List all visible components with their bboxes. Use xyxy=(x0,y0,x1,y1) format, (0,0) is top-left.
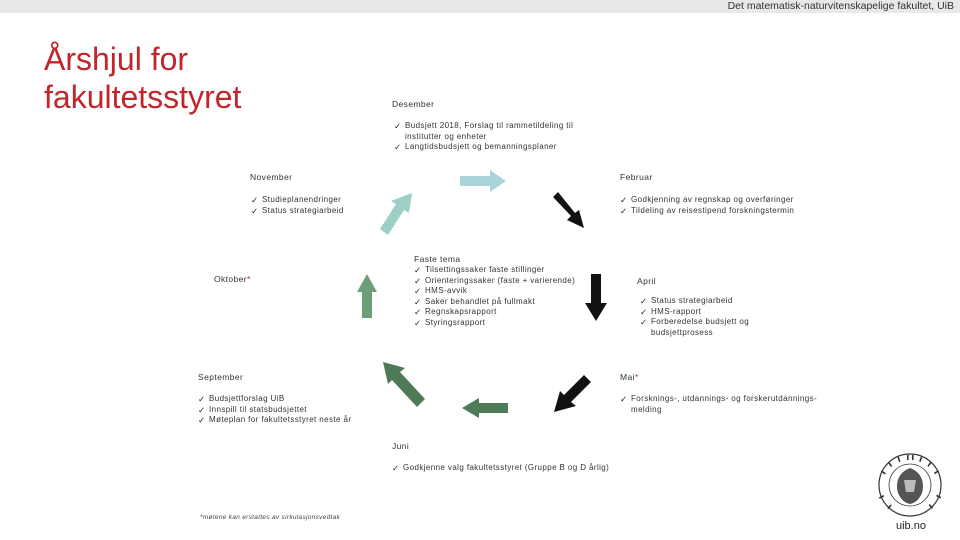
november-item: ✓ Studieplanendringer xyxy=(251,195,401,206)
faste-item: ✓ Saker behandlet på fullmakt xyxy=(414,297,594,308)
month-februar: Februar xyxy=(620,172,653,182)
mai-label: Mai xyxy=(620,372,635,382)
september-item: ✓ Innspill til statsbudsjettet xyxy=(198,405,368,416)
arrow-februar-april xyxy=(553,192,584,228)
arrow-april-mai xyxy=(585,274,607,321)
november-item: ✓ Status strategiarbeid xyxy=(251,206,401,217)
april-item: ✓ Status strategiarbeid xyxy=(640,296,770,307)
faste-item: ✓ Tilsettingssaker faste stillinger xyxy=(414,265,594,276)
juni-item: ✓ Godkjenne valg fakultetsstyret (Gruppe B og D årlig) xyxy=(392,463,632,474)
faste-item: ✓ Styringsrapport xyxy=(414,318,594,329)
uib-seal-icon xyxy=(868,452,952,518)
februar-item: ✓ Tildeling av reisestipend forskningstermin xyxy=(620,206,830,217)
faste-item: ✓ Orienteringssaker (faste + varierende) xyxy=(414,276,594,287)
faculty-name: Det matematisk-naturvitenskapelige fakultet, UiB xyxy=(727,0,954,12)
mai-item: ✓ Forsknings-, utdannings- og forskerutdannings-melding xyxy=(620,394,830,415)
arrow-september-oktober xyxy=(383,362,425,407)
oktober-label: Oktober xyxy=(214,274,248,284)
faste-title: Faste tema xyxy=(414,254,461,264)
arrow-juni-september xyxy=(462,398,508,418)
september-item: ✓ Budsjettforslag UiB xyxy=(198,394,368,405)
month-desember: Desember xyxy=(392,99,435,109)
arrow-desember-februar xyxy=(460,170,506,192)
mai-star: * xyxy=(634,372,639,382)
month-april: April xyxy=(637,276,657,286)
februar-item: ✓ Godkjenning av regnskap og overføringer xyxy=(620,195,830,206)
arrow-november-desember xyxy=(380,193,412,235)
footnote: *møtene kan erstattes av sirkulasjonsvedtak xyxy=(200,514,341,521)
arrow-mai-juni xyxy=(554,375,591,412)
faste-item: ✓ HMS-avvik xyxy=(414,286,594,297)
month-november: November xyxy=(250,172,293,182)
desember-item: ✓ Langtidsbudsjett og bemanningsplaner xyxy=(394,142,574,153)
september-item: ✓ Møteplan for fakultetsstyret neste år xyxy=(198,415,368,426)
oktober-star: * xyxy=(247,274,251,284)
arrow-oktober-november xyxy=(357,274,377,318)
april-item: ✓ HMS-rapport xyxy=(640,307,770,318)
uib-link[interactable]: uib.no xyxy=(896,520,926,532)
faste-item: ✓ Regnskapsrapport xyxy=(414,307,594,318)
month-september: September xyxy=(198,372,244,382)
month-juni: Juni xyxy=(392,441,410,451)
april-item: ✓ Forberedelse budsjett og budsjettprosess xyxy=(640,317,770,338)
desember-item: ✓ Budsjett 2018, Forslag til rammetildeling til institutter og enheter xyxy=(394,121,574,142)
page-title: Årshjul for fakultetsstyret xyxy=(44,41,242,115)
